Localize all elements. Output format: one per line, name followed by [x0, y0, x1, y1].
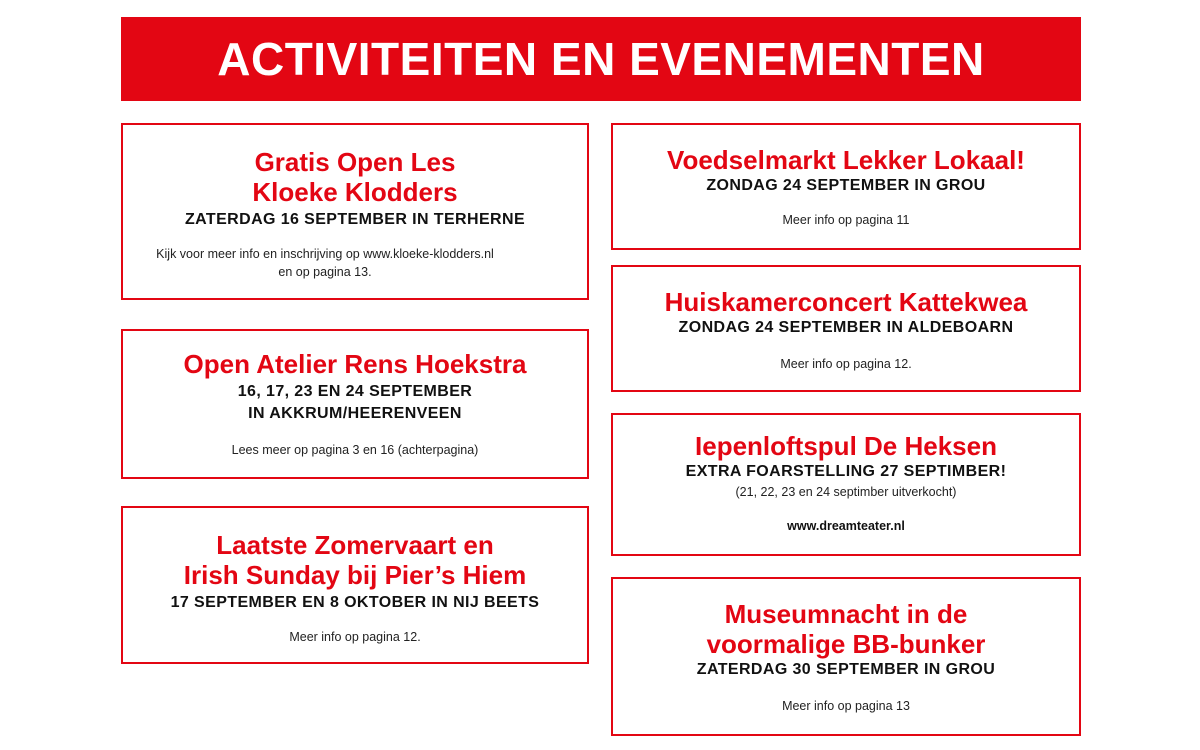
event-info: Meer info op pagina 12.	[780, 357, 912, 371]
event-title-line1: Gratis Open Les	[254, 147, 456, 177]
event-info: Lees meer op pagina 3 en 16 (achterpagina)	[231, 443, 479, 457]
event-title: Iepenloftspul De Heksen	[695, 431, 997, 461]
event-info: Meer info op pagina 11	[782, 213, 910, 227]
event-date: 17 SEPTEMBER EN 8 OKTOBER IN NIJ BEETS	[170, 594, 540, 611]
event-info-line2: en op pagina 13.	[278, 265, 372, 279]
event-card-museumnacht	[611, 577, 1081, 736]
header-banner	[121, 17, 1081, 101]
event-title: Open Atelier Rens Hoekstra	[183, 349, 527, 379]
event-date: ZATERDAG 16 SEPTEMBER IN TERHERNE	[184, 211, 526, 228]
event-title-line1: Museumnacht in de	[724, 599, 968, 629]
event-info: Meer info op pagina 13	[782, 699, 910, 713]
event-date: EXTRA FOARSTELLING 27 SEPTIMBER!	[685, 463, 1007, 480]
event-info: Meer info op pagina 12.	[289, 630, 421, 644]
event-title-line2: Irish Sunday bij Pier’s Hiem	[183, 560, 527, 590]
event-date-line1: 16, 17, 23 EN 24 SEPTEMBER	[237, 383, 473, 400]
event-card-de-heksen	[611, 413, 1081, 556]
event-title-line2: Kloeke Klodders	[252, 177, 458, 207]
event-info-line1: Kijk voor meer info en inschrijving op www.kloeke-klodders.nl	[156, 247, 494, 261]
event-title-line2: voormalige BB-bunker	[706, 629, 986, 659]
event-date-line2: IN AKKRUM/HEERENVEEN	[248, 405, 462, 422]
event-website: www.dreamteater.nl	[787, 519, 905, 533]
event-card-huiskamerconcert	[611, 265, 1081, 392]
event-title: Voedselmarkt Lekker Lokaal!	[667, 145, 1025, 175]
event-card-kloeke-klodders	[121, 123, 589, 300]
event-date: ZONDAG 24 SEPTEMBER IN GROU	[706, 177, 986, 194]
event-card-voedselmarkt	[611, 123, 1081, 250]
page-title: ACTIVITEITEN EN EVENEMENTEN	[217, 33, 985, 85]
event-date: ZONDAG 24 SEPTEMBER IN ALDEBOARN	[678, 319, 1014, 336]
event-title-line1: Laatste Zomervaart en	[216, 530, 494, 560]
event-note: (21, 22, 23 en 24 septimber uitverkocht)	[735, 485, 957, 499]
event-date: ZATERDAG 30 SEPTEMBER IN GROU	[696, 661, 996, 678]
event-title: Huiskamerconcert Kattekwea	[664, 287, 1028, 317]
event-card-zomervaart	[121, 506, 589, 664]
event-card-open-atelier	[121, 329, 589, 479]
